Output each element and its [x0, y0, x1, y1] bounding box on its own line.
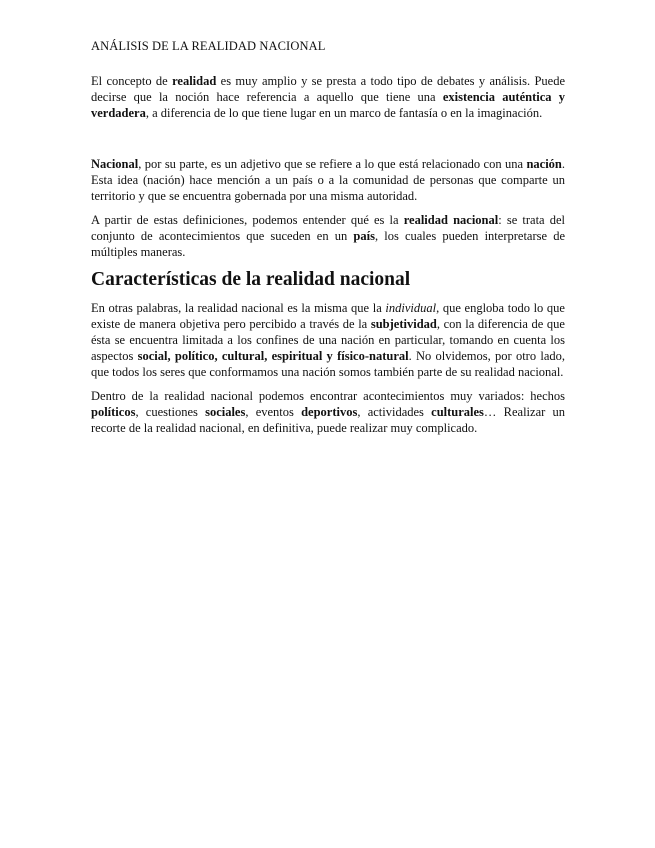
bold-term: social, político, cultural, espiritual y físico-natural: [137, 349, 409, 363]
bold-term: Nacional: [91, 157, 139, 171]
bold-term: realidad nacional: [403, 213, 499, 227]
paragraph-events: Dentro de la realidad nacional podemos encontrar acontecimientos muy variados: hechos políticos, cuestiones sociales, eventos deportivos, actividades culturales… Realizar un recorte de la realidad nacional, en definitiva, puede realizar muy complicado.: [91, 389, 565, 435]
bold-term: país: [353, 229, 375, 243]
bold-term: subjetividad: [370, 317, 437, 331]
paragraph-realidad-nacional: A partir de estas definiciones, podemos entender qué es la realidad nacional: se trata del conjunto de acontecimientos que suceden en un país, los cuales pueden interpretarse de múltiples maneras.: [91, 213, 565, 259]
paragraph-characteristics: En otras palabras, la realidad nacional es la misma que la individual, que engloba todo lo que existe de manera objetiva pero percibido a través de la subjetividad, con la diferencia de que ésta se encuentra limitada a los confines de una nación en particular, tomando en cuenta los aspectos social, político, cultural, espiritual y físico-natural. No olvidemos, por otro lado, que todos los seres que conformamos una nación somos también parte de su realidad nacional.: [91, 301, 565, 379]
paragraph-nacional-definition: Nacional, por su parte, es un adjetivo que se refiere a lo que está relacionado con una nación. Esta idea (nación) hace mención a un país o a la comunidad de personas que comparte un territorio y que se encuentra gobernada por una misma autoridad.: [91, 157, 565, 203]
bold-term: culturales: [431, 405, 484, 419]
bold-term: deportivos: [301, 405, 358, 419]
paragraph-realidad-definition: El concepto de realidad es muy amplio y se presta a todo tipo de debates y análisis. Puede decirse que la noción hace referencia a aquello que tiene una existencia auténtica y verdadera, a diferencia de lo que tiene lugar en un marco de fantasía o en la imaginación.: [91, 74, 566, 120]
section-heading: Características de la realidad nacional: [91, 269, 411, 290]
bold-term: nación: [526, 157, 562, 171]
bold-term: políticos: [91, 405, 136, 419]
bold-term: existencia auténtica y verdadera: [91, 90, 566, 120]
document-header: ANÁLISIS DE LA REALIDAD NACIONAL: [91, 39, 326, 53]
bold-term: realidad: [172, 74, 217, 88]
italic-term: individual: [385, 301, 437, 315]
bold-term: sociales: [205, 405, 246, 419]
